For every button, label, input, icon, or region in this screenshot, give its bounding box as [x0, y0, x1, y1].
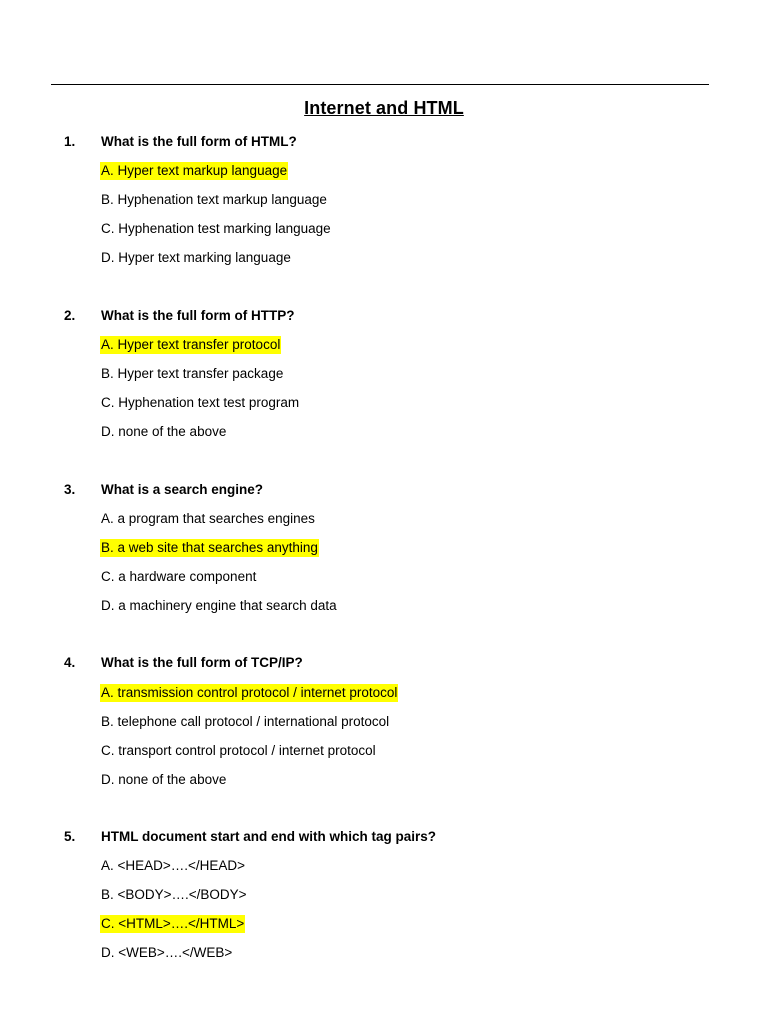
option-c: C. Hyphenation text test program	[101, 395, 300, 410]
question-text: What is the full form of HTML?	[101, 134, 297, 149]
question-row	[0, 829, 768, 847]
option-b: B. <BODY>….</BODY>	[101, 887, 247, 902]
option-d: D. none of the above	[101, 772, 227, 787]
question-number: 3.	[64, 482, 76, 497]
option-a-answer: A. Hyper text markup language	[101, 163, 288, 178]
option-a-answer: A. transmission control protocol / internet protocol	[101, 685, 398, 700]
question-number: 2.	[64, 308, 76, 323]
option-b: B. Hyphenation text markup language	[101, 192, 327, 207]
option-a-answer: A. Hyper text transfer protocol	[101, 337, 281, 352]
question-row	[0, 308, 768, 326]
page-title: Internet and HTML	[304, 98, 464, 118]
question-text: What is the full form of TCP/IP?	[101, 655, 303, 670]
option-d: D. Hyper text marking language	[101, 250, 291, 265]
question-number: 4.	[64, 655, 76, 670]
question-row	[0, 482, 768, 500]
option-c: C. a hardware component	[101, 569, 257, 584]
option-b: B. Hyper text transfer package	[101, 366, 284, 381]
option-d: D. <WEB>….</WEB>	[101, 945, 233, 960]
question-number: 1.	[64, 134, 76, 149]
question-row	[0, 655, 768, 673]
option-b-answer: B. a web site that searches anything	[101, 540, 318, 555]
question-number: 5.	[64, 829, 76, 844]
option-c: C. transport control protocol / internet protocol	[101, 743, 376, 758]
option-c: C. Hyphenation test marking language	[101, 221, 331, 236]
option-d: D. none of the above	[101, 424, 227, 439]
question-text: HTML document start and end with which tag pairs?	[101, 829, 437, 844]
option-b: B. telephone call protocol / international protocol	[101, 714, 390, 729]
question-row	[0, 134, 768, 152]
option-c-answer: C. <HTML>….</HTML>	[101, 916, 245, 931]
option-a: A. a program that searches engines	[101, 511, 315, 526]
option-a: A. <HEAD>….</HEAD>	[101, 858, 246, 873]
question-text: What is a search engine?	[101, 482, 264, 497]
question-text: What is the full form of HTTP?	[101, 308, 295, 323]
header-rule	[51, 84, 709, 85]
option-d: D. a machinery engine that search data	[101, 598, 337, 613]
